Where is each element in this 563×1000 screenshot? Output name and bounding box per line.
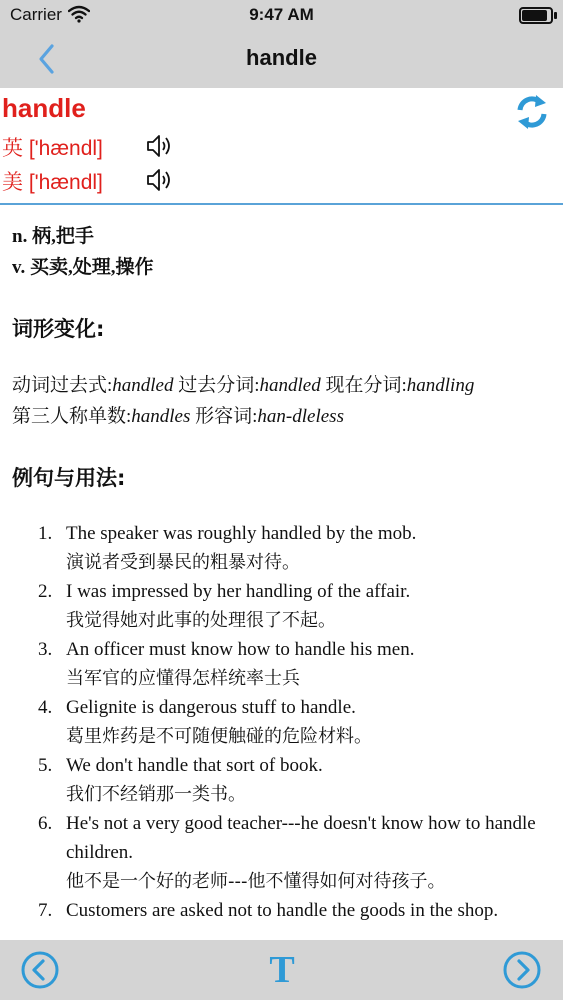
previous-word-button[interactable] [20,950,60,990]
example-number: 5. [38,755,53,776]
examples-list [0,519,563,925]
list-item [0,635,563,693]
example-number: 1. [38,523,53,544]
example-number: 4. [38,697,53,718]
form-label: 形容词: [190,406,258,427]
example-english: Customers are asked not to handle the goods in the shop. [66,900,499,921]
us-pronunciation: 美 ['hændl] [2,171,103,194]
form-label: 现在分词: [320,375,407,396]
list-item [0,751,563,809]
example-chinese: 我们不经销那一类书。 [66,784,246,805]
example-chinese: 葛里炸药是不可随便触碰的危险材料。 [66,726,372,747]
example-english: He's not a very good teacher---he doesn't know how to handle children. [66,813,536,863]
example-english: We don't handle that sort of book. [66,755,323,776]
definition-verb: v. 买卖,处理,操作 [12,257,154,278]
next-word-button[interactable] [502,950,542,990]
list-item [0,693,563,751]
example-english: The speaker was roughly handled by the mob. [66,523,417,544]
battery-icon [519,7,553,24]
example-number: 6. [38,813,53,834]
bottom-toolbar [0,940,563,1000]
form-value: han-dleless [257,406,344,427]
definition-content[interactable] [0,205,563,940]
example-number: 3. [38,639,53,660]
example-number: 7. [38,900,53,921]
definition-noun: n. 柄,把手 [12,226,94,247]
example-chinese: 我觉得她对此事的处理很了不起。 [66,610,336,631]
form-value: handles [131,406,191,427]
headword: handle [2,93,86,123]
word-forms [12,370,557,432]
page-title: handle [246,45,317,70]
word-forms-heading: 词形变化: [12,317,105,341]
form-label: 过去分词: [173,375,260,396]
example-english: Gelignite is dangerous stuff to handle. [66,697,356,718]
navigation-bar [0,30,563,88]
list-item [0,809,563,896]
uk-speaker-button[interactable] [145,132,175,160]
example-chinese: 他不是一个好的老师---他不懂得如何对待孩子。 [66,871,446,892]
clock: 9:47 AM [249,5,314,24]
us-speaker-button[interactable] [145,166,175,194]
font-size-button[interactable]: T [269,949,295,991]
form-value: handled [259,375,321,396]
uk-pronunciation: 英 ['hændl] [2,137,103,160]
word-header [0,88,563,205]
example-english: I was impressed by her handling of the affair. [66,581,411,602]
list-item [0,577,563,635]
carrier-label: Carrier [10,5,62,24]
list-item [0,896,563,925]
refresh-icon [512,92,552,132]
refresh-button[interactable] [512,92,552,132]
circle-chevron-left-icon [20,950,60,990]
status-bar [0,0,563,30]
example-number: 2. [38,581,53,602]
form-value: handling [406,375,475,396]
example-chinese: 当军官的应懂得怎样统率士兵 [66,668,300,689]
example-chinese: 演说者受到暴民的粗暴对待。 [66,552,300,573]
list-item [0,519,563,577]
form-label: 第三人称单数: [12,406,132,427]
examples-heading: 例句与用法: [12,466,126,490]
form-label: 动词过去式: [12,375,113,396]
speaker-icon [145,166,175,194]
circle-chevron-right-icon [502,950,542,990]
example-english: An officer must know how to handle his men. [66,639,415,660]
form-value: handled [112,375,174,396]
speaker-icon [145,132,175,160]
